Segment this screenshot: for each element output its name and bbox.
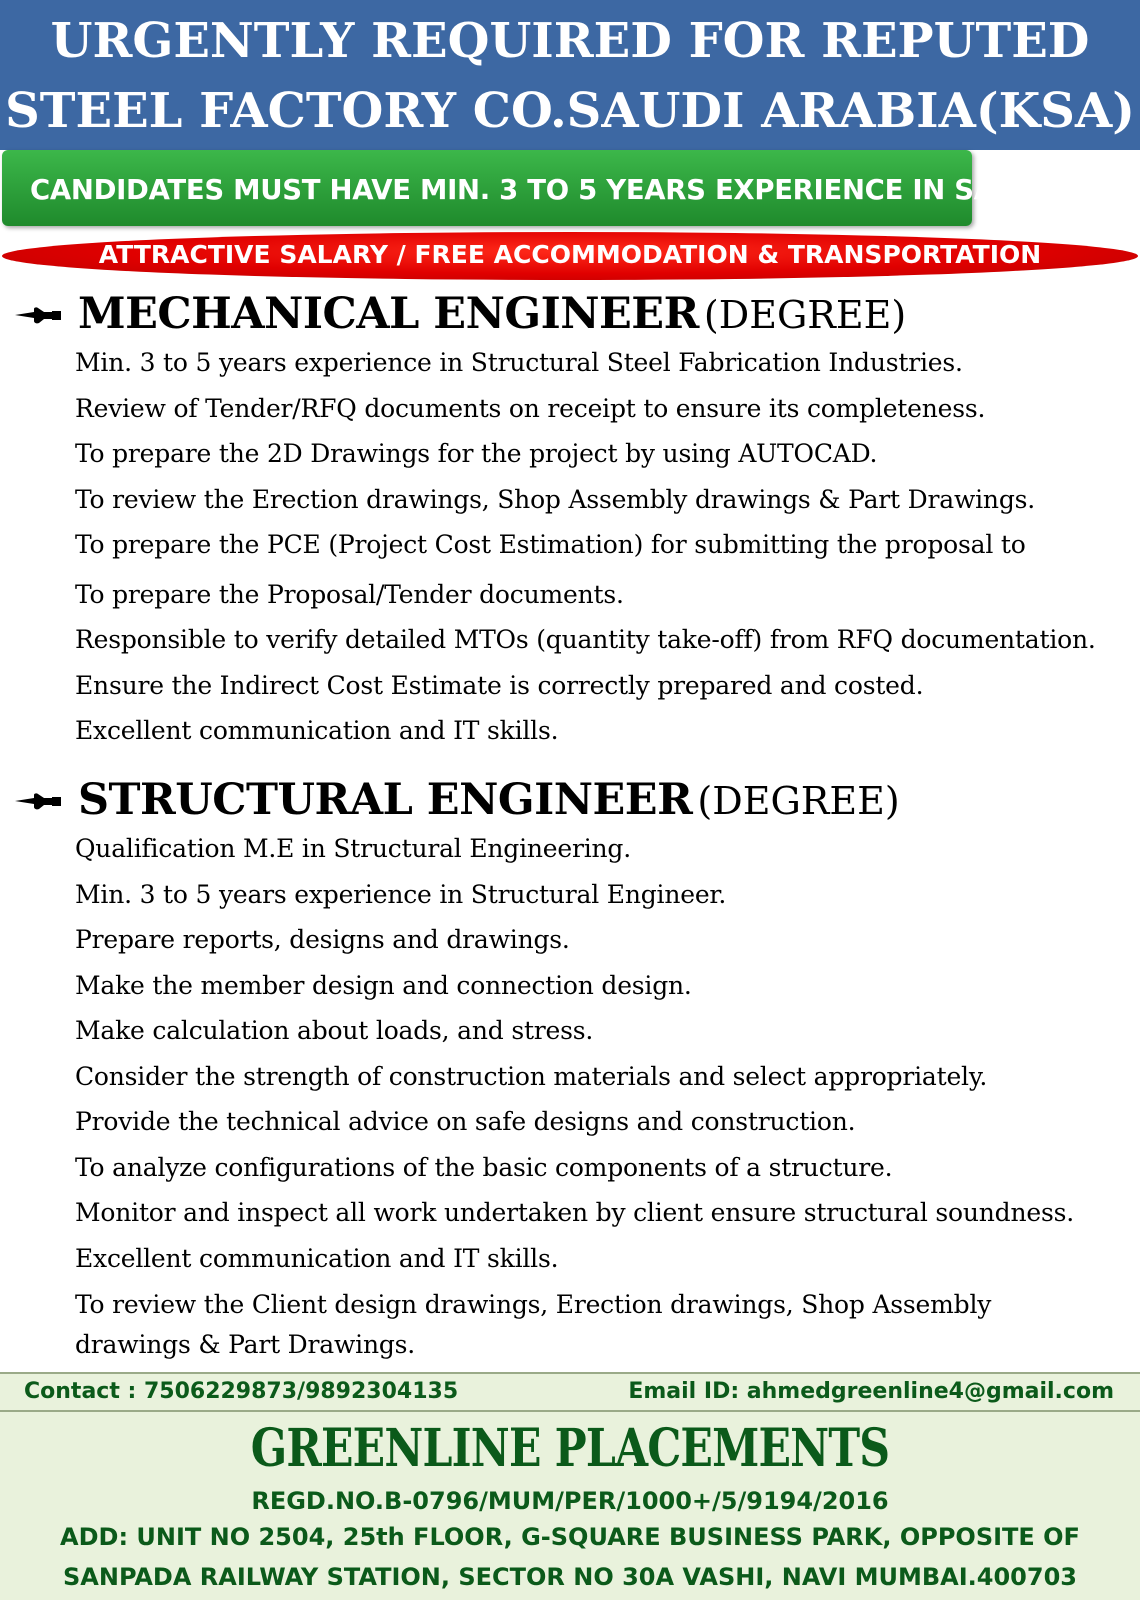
requirement-item: Prepare reports, designs and drawings. (75, 925, 570, 954)
header-line-1: URGENTLY REQUIRED FOR REPUTED (50, 13, 1090, 69)
pointing-hand-icon (14, 304, 62, 326)
experience-banner: CANDIDATES MUST HAVE MIN. 3 TO 5 YEARS EXPERIENCE IN SAME FIELD (30, 174, 1137, 206)
requirement-item: Min. 3 to 5 years experience in Structural Engineer. (75, 879, 727, 909)
registration-number: REGD.NO.B-0796/MUM/PER/1000+/5/9194/2016 (251, 1487, 889, 1515)
contact-bar (0, 1372, 1140, 1412)
requirement-item: To review the Client design drawings, Erection drawings, Shop Assembly drawings & Part Drawings. (75, 1290, 992, 1359)
position-qualification: (DEGREE) (703, 293, 907, 337)
address-line-1: ADD: UNIT NO 2504, 25th FLOOR, G-SQUARE BUSINESS PARK, OPPOSITE OF (60, 1523, 1080, 1551)
requirement-item: To analyze configurations of the basic components of a structure. (75, 1152, 893, 1182)
requirements-list (0, 340, 1140, 754)
position-name: MECHANICAL ENGINEER (78, 289, 699, 339)
requirement-item: Responsible to verify detailed MTOs (quantity take-off) from RFQ documentation. (75, 625, 1096, 654)
requirement-item: Provide the technical advice on safe designs and construction. (75, 1107, 856, 1136)
header-banner (0, 0, 1140, 150)
requirement-item: To prepare the 2D Drawings for the project by using AUTOCAD. (75, 439, 878, 468)
company-name: GREENLINE PLACEMENTS (250, 1418, 890, 1479)
requirement-item: Qualification M.E in Structural Engineering. (75, 834, 631, 863)
position-structural-engineer (0, 770, 1140, 1365)
requirement-item: Min. 3 to 5 years experience in Structural Steel Fabrication Industries. (75, 348, 963, 377)
header-line-2: STEEL FACTORY CO.SAUDI ARABIA(KSA) (5, 83, 1135, 139)
requirement-item: Monitor and inspect all work undertaken by client ensure structural soundness. (75, 1198, 1074, 1227)
requirement-item: Consider the strength of construction materials and select appropriately. (75, 1061, 988, 1091)
requirement-item: Make calculation about loads, and stress. (75, 1016, 594, 1045)
requirement-item: Excellent communication and IT skills. (75, 1243, 559, 1273)
benefits-banner: ATTRACTIVE SALARY / FREE ACCOMMODATION & TRANSPORTATION (98, 240, 1042, 269)
requirement-item: To review the Erection drawings, Shop Assembly drawings & Part Drawings. (75, 484, 1036, 514)
requirements-list (0, 826, 1140, 1365)
position-name: STRUCTURAL ENGINEER (78, 775, 693, 825)
requirement-item: To prepare the PCE (Project Cost Estimation) for submitting the proposal to (75, 530, 1026, 559)
position-qualification: (DEGREE) (697, 779, 900, 823)
requirement-item: Make the member design and connection design. (75, 970, 692, 1000)
contact-email: Email ID: ahmedgreenline4@gmail.com (628, 1379, 1114, 1404)
position-mechanical-engineer (0, 284, 1140, 754)
pointing-hand-icon (14, 790, 62, 812)
position-heading (0, 770, 1140, 830)
requirement-item: Review of Tender/RFQ documents on receipt to ensure its completeness. (75, 393, 986, 423)
requirement-item: Excellent communication and IT skills. (75, 716, 559, 745)
requirement-item: To prepare the Proposal/Tender documents. (75, 579, 624, 609)
requirement-item: Ensure the Indirect Cost Estimate is correctly prepared and costed. (75, 670, 924, 700)
contact-phone: Contact : 7506229873/9892304135 (24, 1379, 459, 1404)
position-heading (0, 284, 1140, 344)
address-line-2: SANPADA RAILWAY STATION, SECTOR NO 30A VASHI, NAVI MUMBAI.400703 (63, 1563, 1077, 1591)
